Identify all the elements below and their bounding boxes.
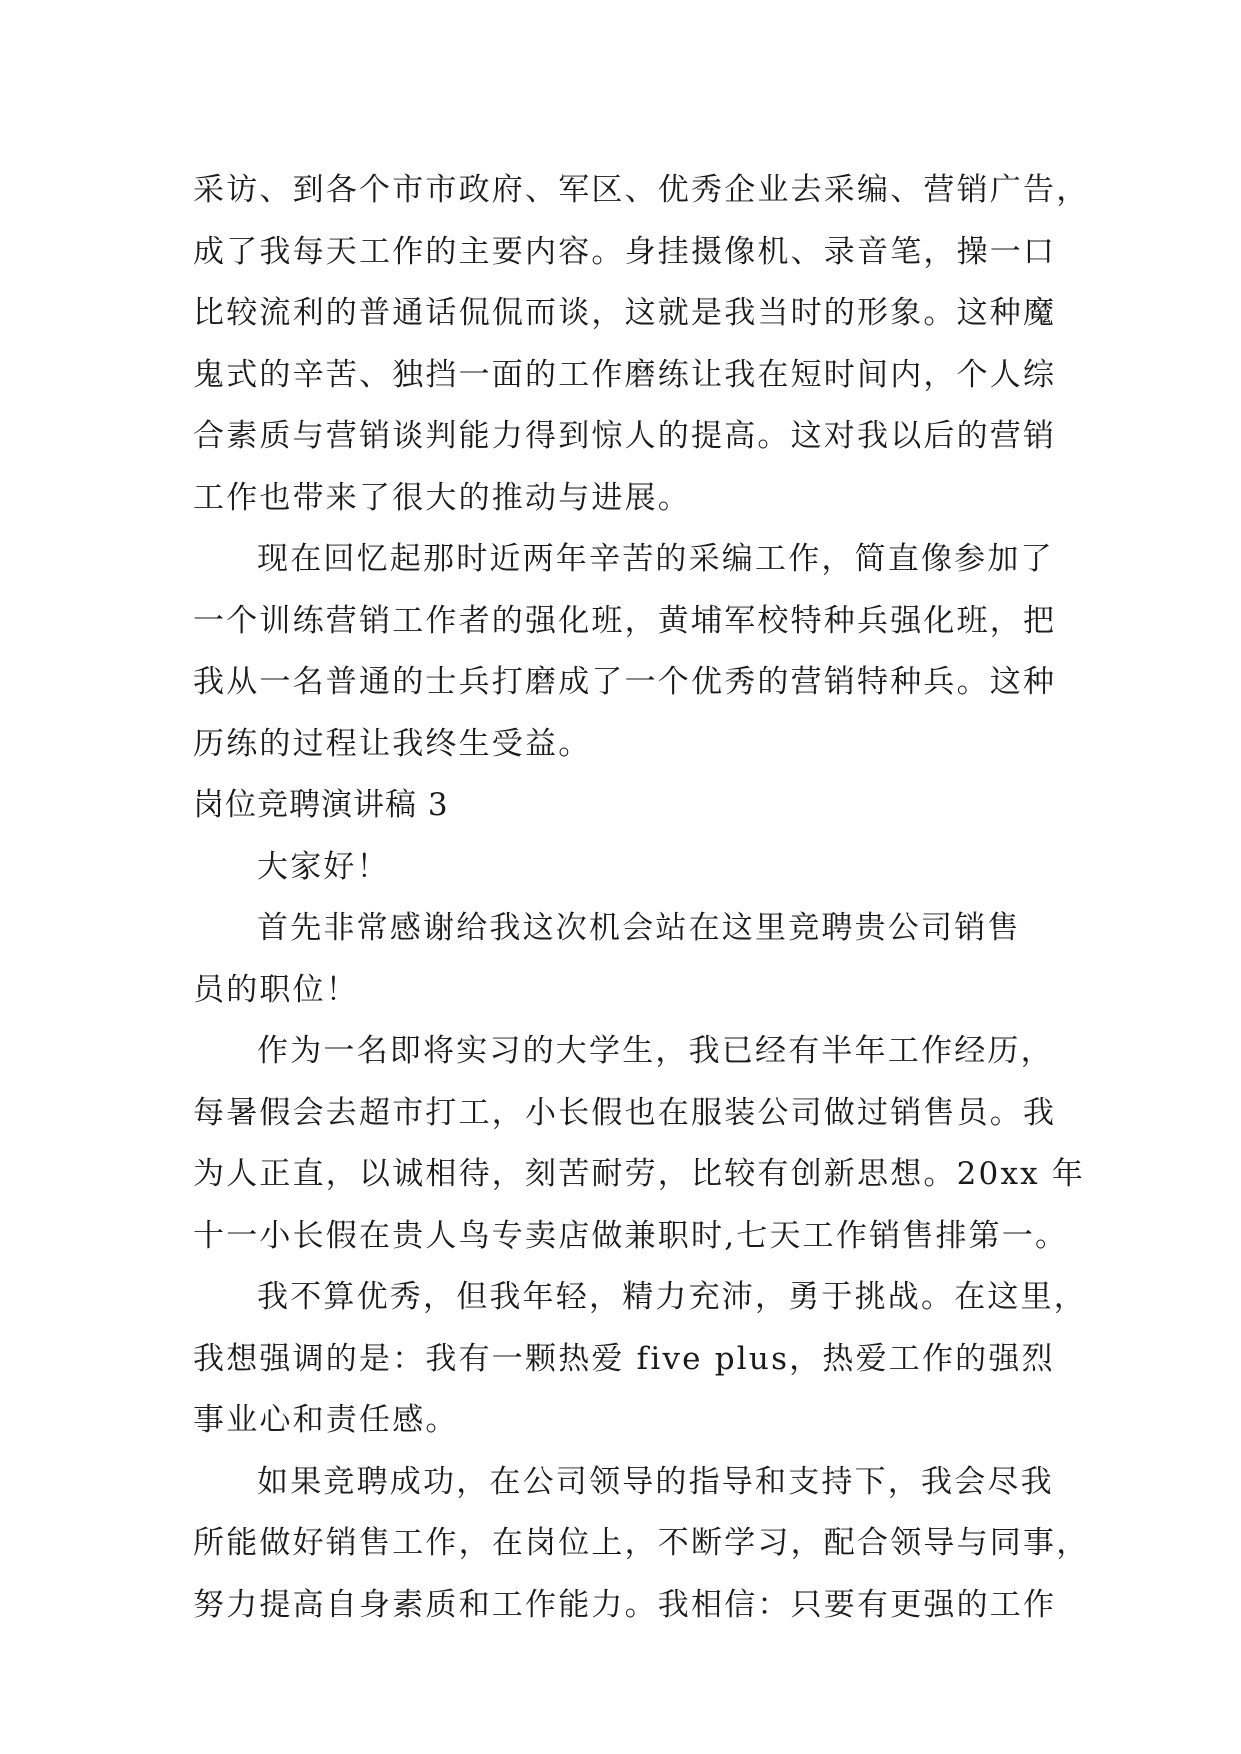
paragraph-first-line: 首先非常感谢给我这次机会站在这里竞聘贵公司销售 xyxy=(257,910,1021,946)
text-line: 鬼式的辛苦、独挡一面的工作磨练让我在短时间内，个人综 xyxy=(193,356,1057,393)
text-line: 为人正直，以诚相待，刻苦耐劳，比较有创新思想。20xx 年 xyxy=(193,1156,1086,1192)
paragraph-first-line: 我不算优秀，但我年轻，精力充沛，勇于挑战。在这里， xyxy=(257,1279,1087,1315)
text-line: 每暑假会去超市打工，小长假也在服装公司做过销售员。我 xyxy=(193,1094,1057,1131)
text-line: 比较流利的普通话侃侃而谈，这就是我当时的形象。这种魔 xyxy=(193,295,1057,331)
text-line: 采访、到各个市市政府、军区、优秀企业去采编、营销广告， xyxy=(193,172,1090,208)
text-line: 事业心和责任感。 xyxy=(193,1402,459,1438)
text-line: 我想强调的是：我有一颗热爱 five plus，热爱工作的强烈 xyxy=(193,1340,1055,1377)
text-line: 努力提高自身素质和工作能力。我相信：只要有更强的工作 xyxy=(193,1586,1057,1623)
paragraph-first-line: 如果竞聘成功，在公司领导的指导和支持下，我会尽我 xyxy=(257,1463,1054,1500)
document-body xyxy=(193,160,1090,1636)
text-line: 十一小长假在贵人鸟专卖店做兼职时,七天工作销售排第一。 xyxy=(193,1217,1069,1254)
text-line: 所能做好销售工作，在岗位上，不断学习，配合领导与同事， xyxy=(193,1525,1090,1561)
text-line: 一个训练营销工作者的强化班，黄埔军校特种兵强化班，把 xyxy=(193,602,1057,639)
text-line: 历练的过程让我终生受益。 xyxy=(193,725,592,762)
greeting-line: 大家好！ xyxy=(257,848,390,885)
text-line: 成了我每天工作的主要内容。身挂摄像机、录音笔，操一口 xyxy=(193,233,1057,270)
text-line: 工作也带来了很大的推动与进展。 xyxy=(193,479,691,516)
paragraph-first-line: 作为一名即将实习的大学生，我已经有半年工作经历， xyxy=(257,1033,1054,1069)
section-heading: 岗位竞聘演讲稿 3 xyxy=(193,787,449,823)
text-line: 我从一名普通的士兵打磨成了一个优秀的营销特种兵。这种 xyxy=(193,664,1057,700)
paragraph-first-line: 现在回忆起那时近两年辛苦的采编工作，简直像参加了 xyxy=(257,541,1054,577)
text-line: 员的职位！ xyxy=(193,971,359,1008)
text-line: 合素质与营销谈判能力得到惊人的提高。这对我以后的营销 xyxy=(193,418,1057,454)
